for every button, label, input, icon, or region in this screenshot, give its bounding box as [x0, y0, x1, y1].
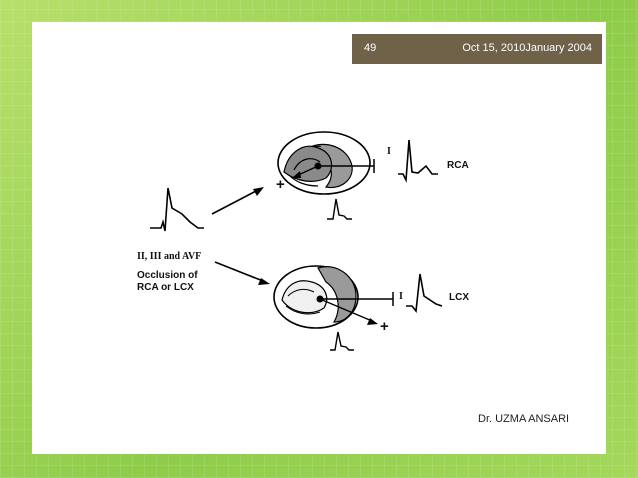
arrow-to-lcx: [215, 262, 270, 285]
top-minus-sign: –: [314, 138, 322, 153]
ecg-trace-lead-i-lcx: [406, 274, 442, 311]
author-footer: Dr. UZMA ANSARI: [478, 413, 570, 425]
top-artery-label: RCA: [447, 160, 469, 171]
arrow-to-rca: [212, 187, 264, 214]
lead-group-label: II, III and AVF: [137, 251, 202, 262]
occlusion-label: Occlusion of RCA or LCX: [137, 270, 198, 293]
ecg-trace-inferior-leads: [150, 188, 204, 231]
top-lead-label: I: [387, 146, 391, 157]
ecg-trace-bottom-small: [330, 332, 354, 350]
slide-date: Oct 15, 2010January 2004: [462, 42, 592, 54]
bottom-plus-sign: +: [380, 318, 389, 335]
bottom-artery-label: LCX: [449, 292, 469, 303]
ecg-trace-top-small: [327, 199, 352, 219]
top-plus-sign: +: [276, 176, 285, 193]
bottom-lead-label: I: [399, 291, 403, 302]
ecg-trace-lead-i-rca: [398, 140, 438, 180]
heart-lcx-occlusion: [274, 266, 393, 328]
slide-number: 49: [364, 42, 377, 54]
heart-rca-occlusion: [278, 132, 374, 194]
